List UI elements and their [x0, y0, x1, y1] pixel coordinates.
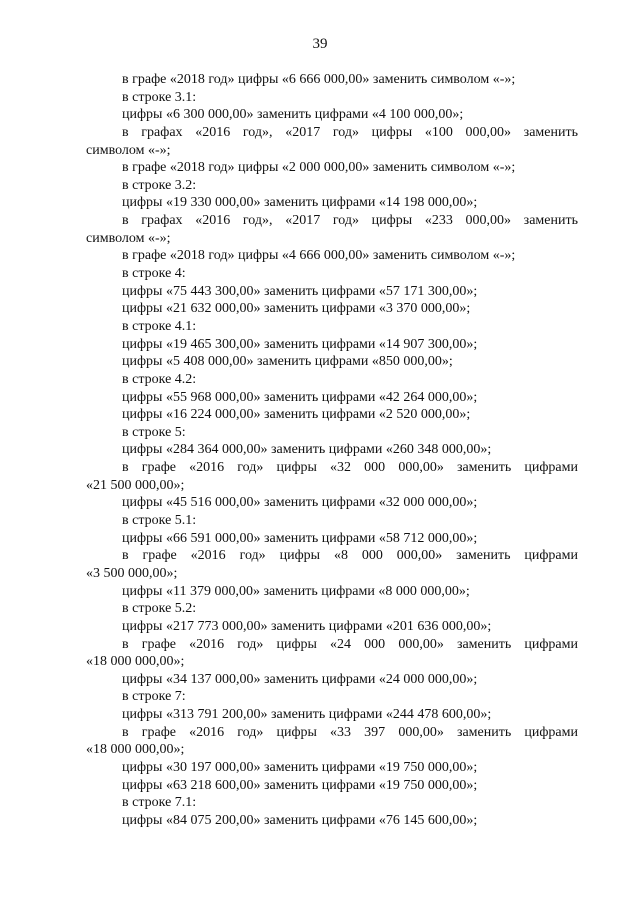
text-line: в строке 3.1: — [122, 89, 197, 105]
text-line: в строке 4.2: — [122, 371, 197, 387]
text-line: в графе «2016 год» цифры «8 000 000,00» заменить цифрами — [122, 548, 578, 564]
text-line: цифры «84 075 200,00» заменить цифрами «76 145 600,00»; — [122, 812, 478, 828]
document-body — [86, 71, 578, 830]
text-line: в строке 3.2: — [122, 177, 197, 193]
text-line: цифры «6 300 000,00» заменить цифрами «4 100 000,00»; — [122, 107, 464, 123]
text-line: цифры «66 591 000,00» заменить цифрами «58 712 000,00»; — [122, 530, 478, 546]
text-line: в графе «2016 год» цифры «24 000 000,00» заменить цифрами — [122, 636, 578, 652]
text-line: в графе «2018 год» цифры «2 000 000,00» заменить символом «-»; — [122, 160, 516, 176]
text-line: в строке 5.2: — [122, 601, 197, 617]
text-line: в строке 5: — [122, 424, 186, 440]
text-line: «18 000 000,00»; — [86, 654, 185, 670]
text-line: в графе «2018 год» цифры «4 666 000,00» заменить символом «-»; — [122, 248, 516, 264]
text-line: цифры «217 773 000,00» заменить цифрами «201 636 000,00»; — [122, 618, 492, 634]
text-line: цифры «63 218 600,00» заменить цифрами «19 750 000,00»; — [122, 777, 478, 793]
text-line: цифры «30 197 000,00» заменить цифрами «19 750 000,00»; — [122, 759, 478, 775]
text-line: в строке 4.1: — [122, 318, 197, 334]
text-line: цифры «11 379 000,00» заменить цифрами «8 000 000,00»; — [122, 583, 470, 599]
text-line: цифры «19 465 300,00» заменить цифрами «14 907 300,00»; — [122, 336, 478, 352]
text-line: цифры «5 408 000,00» заменить цифрами «850 000,00»; — [122, 354, 453, 370]
text-line: цифры «55 968 000,00» заменить цифрами «42 264 000,00»; — [122, 389, 478, 405]
text-line: в графах «2016 год», «2017 год» цифры «100 000,00» заменить — [122, 124, 578, 140]
page-number: 39 — [312, 36, 328, 52]
text-line: цифры «45 516 000,00» заменить цифрами «32 000 000,00»; — [122, 495, 478, 511]
text-line: цифры «313 791 200,00» заменить цифрами «244 478 600,00»; — [122, 707, 492, 723]
text-line: «18 000 000,00»; — [86, 742, 185, 758]
text-line: «21 500 000,00»; — [86, 477, 185, 493]
text-line: цифры «284 364 000,00» заменить цифрами «260 348 000,00»; — [122, 442, 492, 458]
text-line: в графе «2016 год» цифры «33 397 000,00» заменить цифрами — [122, 724, 578, 740]
text-line: в строке 4: — [122, 266, 186, 282]
text-line: символом «-»; — [86, 230, 171, 246]
text-line: в графах «2016 год», «2017 год» цифры «233 000,00» заменить — [122, 213, 578, 229]
text-line: в графе «2016 год» цифры «32 000 000,00» заменить цифрами — [122, 460, 578, 476]
text-line: цифры «75 443 300,00» заменить цифрами «57 171 300,00»; — [122, 283, 478, 299]
text-line: в строке 7: — [122, 689, 186, 705]
text-line: «3 500 000,00»; — [86, 565, 178, 581]
text-line: в графе «2018 год» цифры «6 666 000,00» заменить символом «-»; — [122, 72, 516, 87]
text-line: в строке 5.1: — [122, 513, 197, 529]
text-line: цифры «16 224 000,00» заменить цифрами «2 520 000,00»; — [122, 407, 471, 423]
text-line: цифры «19 330 000,00» заменить цифрами «14 198 000,00»; — [122, 195, 478, 211]
text-line: цифры «34 137 000,00» заменить цифрами «24 000 000,00»; — [122, 671, 478, 687]
text-line: символом «-»; — [86, 142, 171, 158]
text-line: цифры «21 632 000,00» заменить цифрами «3 370 000,00»; — [122, 301, 471, 317]
text-line: в строке 7.1: — [122, 795, 197, 811]
